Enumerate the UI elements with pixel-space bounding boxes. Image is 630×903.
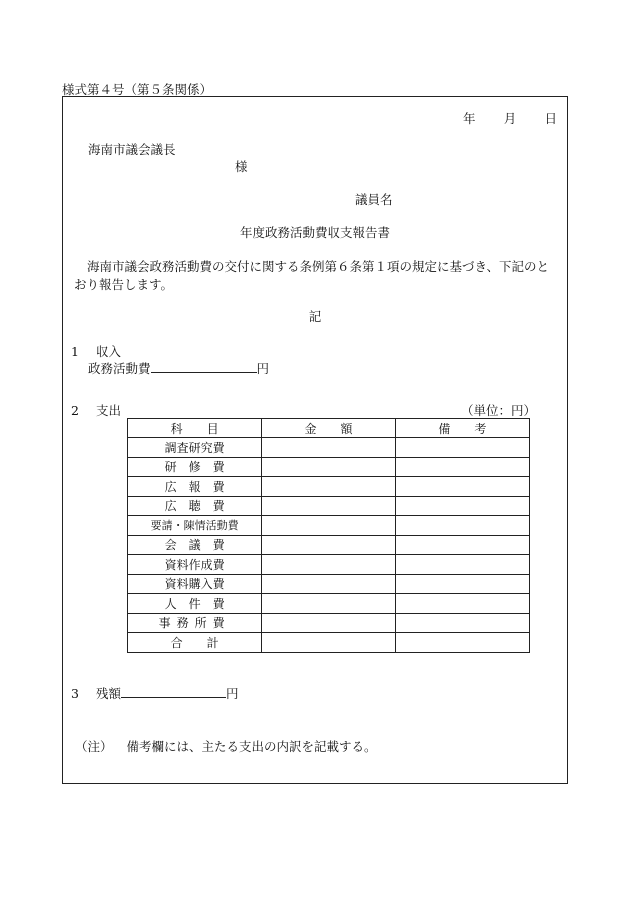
income-amount-blank[interactable] — [151, 359, 257, 373]
row-item: 研 修 費 — [128, 457, 262, 477]
row-item: 要請・陳情活動費 — [128, 516, 262, 536]
note — [75, 737, 377, 755]
row-remarks[interactable] — [395, 438, 529, 458]
table-row — [128, 555, 530, 575]
row-remarks[interactable] — [395, 555, 529, 575]
row-item: 事務所費 — [128, 613, 262, 633]
row-amount[interactable] — [262, 555, 395, 575]
balance-unit: 円 — [225, 686, 239, 701]
column-header-amount: 金 額 — [262, 419, 395, 438]
row-item: 人 件 費 — [128, 594, 262, 614]
row-remarks[interactable] — [395, 477, 529, 497]
date-line — [463, 109, 557, 127]
row-amount[interactable] — [262, 535, 395, 555]
date-day-label: 日 — [544, 111, 557, 126]
balance-amount-blank[interactable] — [121, 684, 226, 698]
report-form — [62, 96, 568, 784]
table-row — [128, 535, 530, 555]
table-header-row — [128, 419, 530, 438]
honorific: 様 — [235, 159, 248, 174]
row-remarks[interactable] — [395, 574, 529, 594]
income-item-label: 政務活動費 — [88, 361, 151, 376]
row-remarks[interactable] — [395, 516, 529, 536]
balance-number: 3 — [71, 686, 79, 701]
row-amount[interactable] — [262, 438, 395, 458]
member-name-label: 議員名 — [355, 192, 393, 207]
row-amount[interactable] — [262, 574, 395, 594]
income-number: 1 — [71, 344, 79, 359]
table-row-total — [128, 633, 530, 653]
date-year-label: 年 — [463, 111, 476, 126]
table-row — [128, 594, 530, 614]
row-item: 広 報 費 — [128, 477, 262, 497]
table-row — [128, 516, 530, 536]
ki-heading: 記 — [308, 309, 322, 324]
row-remarks[interactable] — [395, 496, 529, 516]
row-amount[interactable] — [262, 594, 395, 614]
balance-heading: 残額 — [95, 686, 121, 701]
note-text: 備考欄には、主たる支出の内訳を記載する。 — [126, 739, 377, 754]
income-line — [88, 359, 269, 377]
row-amount[interactable] — [262, 516, 395, 536]
row-remarks[interactable] — [395, 457, 529, 477]
table-row — [128, 574, 530, 594]
report-title: 年度政務活動費収支報告書 — [239, 225, 390, 240]
row-item: 調査研究費 — [128, 438, 262, 458]
column-header-item: 科 目 — [128, 419, 262, 438]
row-amount[interactable] — [262, 613, 395, 633]
income-heading-text: 収入 — [95, 344, 121, 359]
row-remarks[interactable] — [395, 633, 529, 653]
unit-note: （単位：円） — [461, 403, 537, 418]
expenditure-number: 2 — [71, 403, 79, 418]
table-row — [128, 457, 530, 477]
row-amount[interactable] — [262, 457, 395, 477]
expenditure-table — [127, 418, 530, 653]
table-row — [128, 613, 530, 633]
row-item: 合 計 — [128, 633, 262, 653]
table-row — [128, 496, 530, 516]
expenditure-heading — [71, 401, 121, 419]
table-row — [128, 438, 530, 458]
row-remarks[interactable] — [395, 613, 529, 633]
addressee: 海南市議会議長 — [88, 142, 176, 157]
row-item: 資料購入費 — [128, 574, 262, 594]
row-item: 資料作成費 — [128, 555, 262, 575]
body-text: 海南市議会政務活動費の交付に関する条例第６条第１項の規定に基づき、下記のとおり報告します。 — [74, 259, 550, 292]
note-label: （注） — [75, 739, 113, 754]
row-amount[interactable] — [262, 633, 395, 653]
row-item: 会 議 費 — [128, 535, 262, 555]
row-remarks[interactable] — [395, 535, 529, 555]
row-amount[interactable] — [262, 477, 395, 497]
expenditure-heading-text: 支出 — [95, 403, 121, 418]
table-row — [128, 477, 530, 497]
row-remarks[interactable] — [395, 594, 529, 614]
column-header-remarks: 備 考 — [395, 419, 529, 438]
income-unit: 円 — [256, 361, 270, 376]
income-heading — [71, 342, 121, 360]
row-item: 広 聴 費 — [128, 496, 262, 516]
row-amount[interactable] — [262, 496, 395, 516]
form-number: 様式第４号（第５条関係） — [62, 82, 213, 97]
balance-line — [71, 684, 238, 702]
date-month-label: 月 — [503, 111, 517, 126]
